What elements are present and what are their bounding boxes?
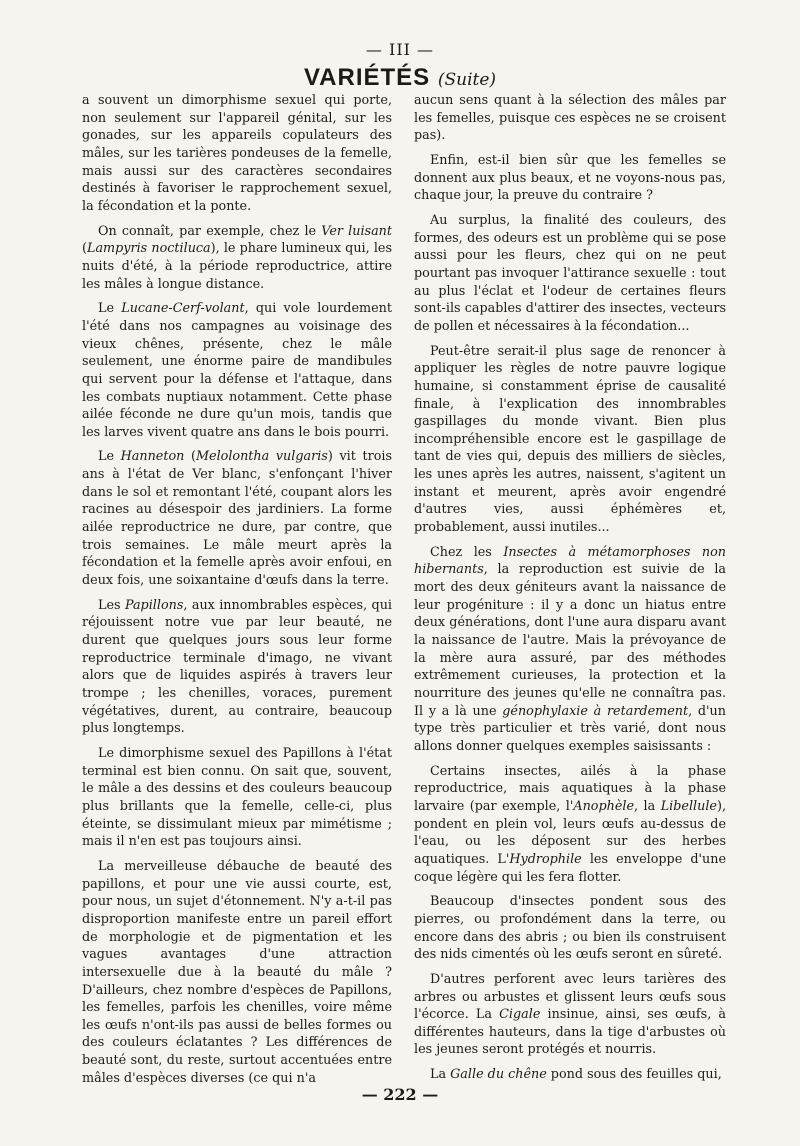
left-column [82,92,392,1092]
paragraph: Certains insectes, ailés à la phase reproductrice, mais aquatiques à la phase larvaire (par exemple, l'Anophèle, la Libellule), pondent en plein vol, leurs œufs au-dessus de l'eau, ou les déposent sur des herbes aquatiques. L'Hydrophile les enveloppe d'une coque légère qui les fera flotter. [414,763,726,885]
right-column [414,92,726,1092]
header-page-number: — III — [365,40,435,59]
section-title-suffix: (Suite) [437,70,497,90]
paragraph: La merveilleuse débauche de beauté des papillons, et pour une vie aussi courte, est, pour nous, un sujet d'étonnement. N'y a-t-il pas disproportion manifeste entre un pareil effort de morphologie et de pigmentation et les vagues avantages d'une attraction intersexuelle due à la beauté du mâle ? D'ailleurs, chez nombre d'espèces de Papillons, les femelles, parfois les chenilles, voire même les œufs n'ont-ils pas aussi de belles formes ou des couleurs éclatantes ? Les différences de beauté sont, du reste, surtout accentuées entre mâles d'espèces diverses (ce qui n'a [82,858,392,1086]
section-title-main: VARIÉTÉS [303,64,431,91]
paragraph: Peut-être serait-il plus sage de renoncer à appliquer les règles de notre pauvre logique humaine, si constamment éprise de causalité finale, à l'explication des innombrables gaspillages du monde vivant. Bien plus incompréhensible encore est le gaspillage de tant de vies qui, depuis des milliers de siècles, les unes après les autres, naissent, s'agitent un instant et meurent, après avoir engendré d'autres vies, aussi éphémères et, probablement, aussi inutiles... [414,343,726,536]
paragraph: a souvent un dimorphisme sexuel qui porte, non seulement sur l'appareil génital, sur les gonades, sur les appareils copulateurs des mâles, sur les tarières pondeuses de la femelle, mais aussi sur des caractères secondaires destinés à favoriser le rapprochement sexuel, la fécondation et la ponte. [82,93,392,214]
paragraph: Le dimorphisme sexuel des Papillons à l'état terminal est bien connu. On sait que, souvent, le mâle a des dessins et des couleurs beaucoup plus brillants que la femelle, celle-ci, plus éteinte, se dissimulant mieux par mimétisme ; mais il n'en est pas toujours ainsi. [82,745,392,850]
paragraph: Les Papillons, aux innombrables espèces, qui réjouissent notre vue par leur beauté, ne durent que quelques jours sous leur forme reproductrice terminale d'imago, ne vivant alors que de liquides aspirés à travers leur trompe ; les chenilles, voraces, purement végétatives, durent, au contraire, beaucoup plus longtemps. [82,597,393,737]
paragraph: aucun sens quant à la sélection des mâles par les femelles, puisque ces espèces ne se croisent pas). [414,93,726,144]
paragraph: Le Hanneton (Melolontha vulgaris) vit trois ans à l'état de Ver blanc, s'enfonçant l'hiver dans le sol et remontant l'été, coupant alors les racines au désespoir des jardiniers. La forme ailée reproductrice ne dure, par contre, que trois semaines. Le mâle meurt après la fécondation et la femelle après avoir enfoui, en deux fois, une soixantaine d'œufs dans la terre. [82,449,393,589]
paragraph: Le Lucane-Cerf-volant, qui vole lourdement l'été dans nos campagnes au voisinage des vieux chênes, présente, chez le mâle seulement, une énorme paire de mandibules qui servent pour la défense et l'attaque, dans les combats nuptiaux notamment. Cette phase ailée féconde ne dure qu'un mois, tandis que les larves vivent quatre ans dans le bois pourri. [82,301,392,440]
paragraph: La Galle du chêne pond sous des feuilles qui, [430,1067,722,1083]
paragraph: Beaucoup d'insectes pondent sous des pierres, ou profondément dans la terre, ou encore dans des abris ; ou bien ils construisent des nids cimentés où les œufs seront en sûreté. [414,894,726,963]
paragraph: Au surplus, la finalité des couleurs, des formes, des odeurs est un problème qui se pose aussi pour les fleurs, chez qui on ne peut pourtant pas invoquer l'attirance sexuelle : tout au plus l'éclat et l'odeur de certaines fleurs sont-ils capables d'attirer des insectes, vecteurs de pollen et nécessaires à la fécondation... [414,212,726,334]
paragraph: On connaît, par exemple, chez le Ver luisant (Lampyris noctiluca), le phare lumineux qui, les nuits d'été, à la période reproductrice, attire les mâles à longue distance. [82,223,393,292]
footer-page-number: — 222 — [361,1085,439,1104]
paragraph: D'autres perforent avec leurs tarières des arbres ou arbustes et glissent leurs œufs sous l'écorce. La Cigale insinue, ainsi, ses œufs, à différentes hauteurs, dans la tige d'arbustes où les jeunes seront protégés et nourris. [414,971,726,1058]
section-title [0,64,800,92]
paragraph: Chez les Insectes à métamorphoses non hibernants, la reproduction est suivie de la mort des deux géniteurs avant la naissance de leur progéniture : il y a donc un hiatus entre deux générations, dont l'une aura disparu avant la naissance de l'autre. Mais la prévoyance de la mère aura assuré, par des méthodes extrêmement curieuses, la protection et la nourriture des jeunes qu'elle ne connaîtra pas. Il y a là une génophylaxie à retardement, d'un type très particulier et très varié, dont nous allons donner quelques exemples saisissants : [414,544,726,754]
paragraph: Enfin, est-il bien sûr que les femelles se donnent aux plus beaux, et ne voyons-nous pas, chaque jour, la preuve du contraire ? [414,152,726,204]
